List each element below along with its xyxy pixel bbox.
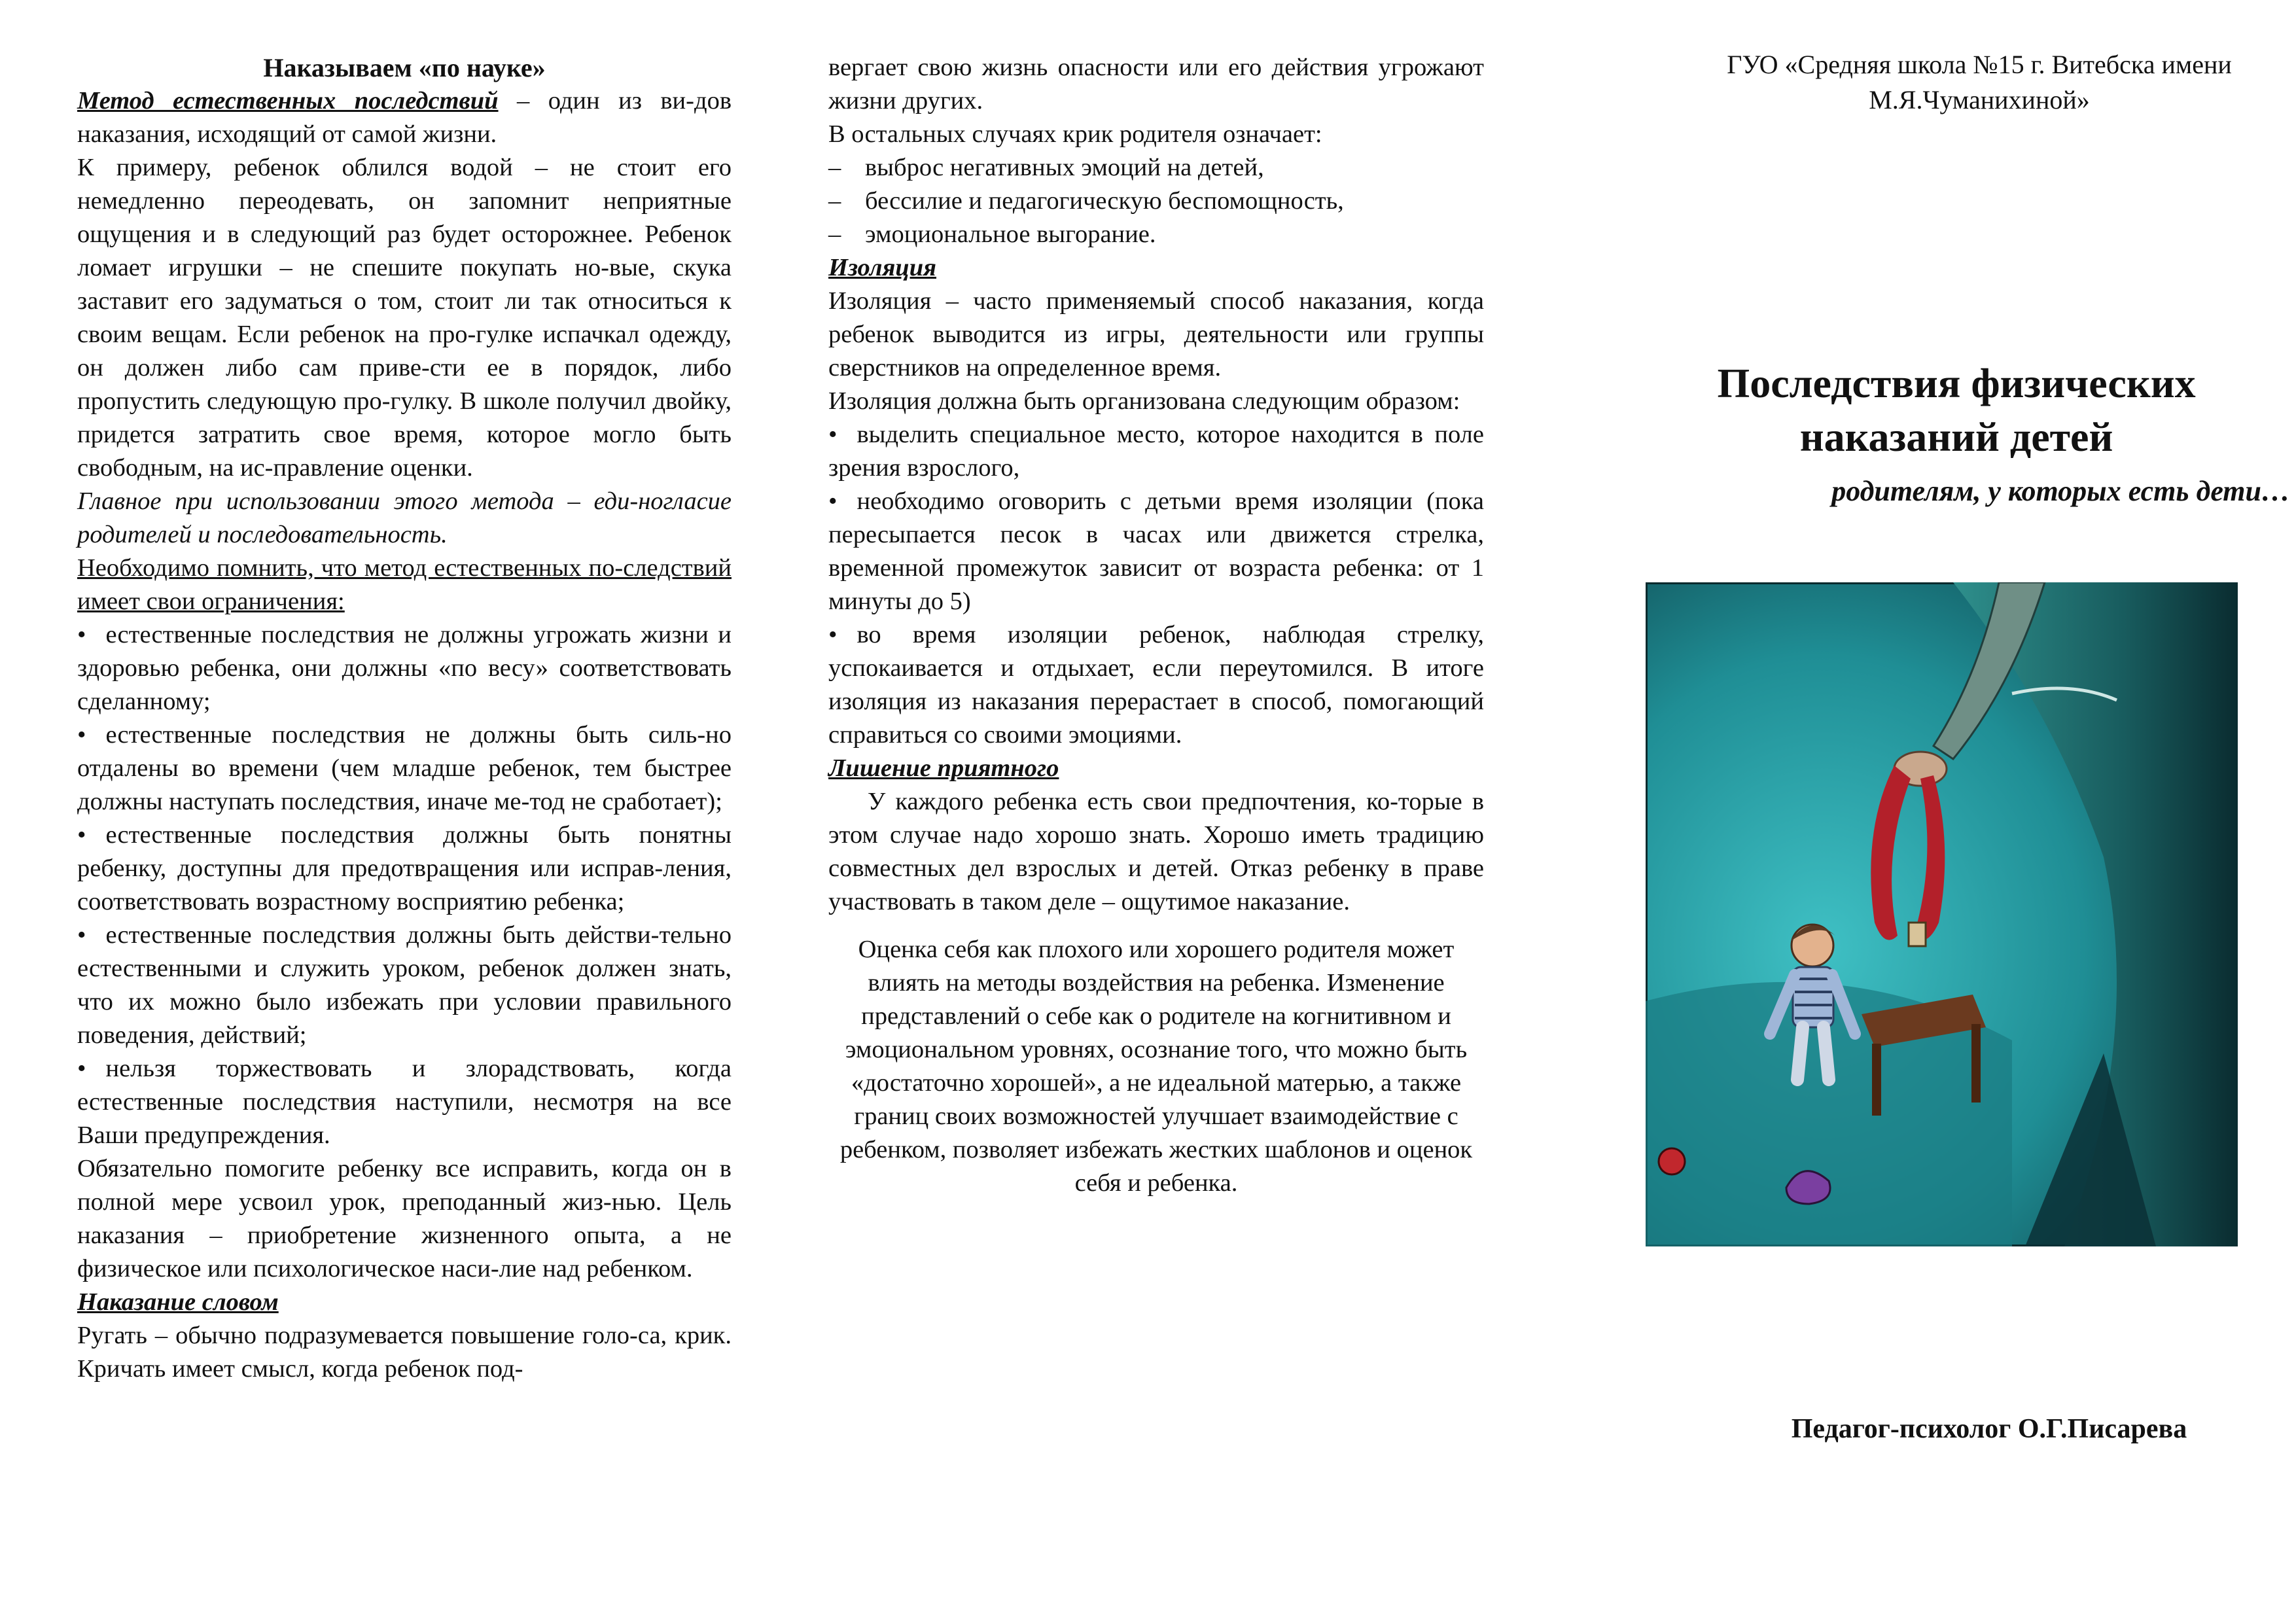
heading-deprivation: Лишение приятного [828, 754, 1059, 782]
shout-intro: В остальных случаях крик родителя означает: [828, 120, 1322, 148]
cover-illustration [1646, 582, 2238, 1246]
natural-intro-text: – один из ви-дов наказания, исходящий от самой жизни. [77, 87, 732, 148]
isolation-paragraph-1: Изоляция – часто применяемый способ наказания, когда ребенок выводится из игры, деятельности или группы сверстников на определенное время. [828, 287, 1484, 381]
natural-limits-list [77, 618, 732, 1152]
list-item: • естественные последствия должны быть понятны ребенку, доступны для предотвращения или исправ-ления, соответствовать возрастному восприятию ребенка; [77, 819, 732, 919]
title-line-2: наказаний детей [1799, 414, 2113, 460]
column-left [77, 51, 732, 1386]
organization-name: ГУО «Средняя школа №15 г. Витебска имени М.Я.Чуманихиной» [1727, 50, 2232, 115]
list-item: • естественные последствия должны быть действи-тельно естественными и служить уроком, ребенок должен знать, что их можно было избежать при условии правильного поведения, действий; [77, 919, 732, 1052]
heading-natural: Метод естественных последствий [77, 87, 499, 115]
heading-word-punishment: Наказание словом [77, 1288, 279, 1316]
natural-conclusion: Обязательно помогите ребенку все исправить, когда он в полной мере усвоил урок, преподанный жиз-нью. Цель наказания – приобретение жизненного опыта, а не физическое или психологическое наси-лие над ребенком. [77, 1155, 732, 1282]
brochure-title [1675, 357, 2238, 464]
closing-paragraph: Оценка себя как плохого или хорошего родителя может влиять на методы воздействия на ребенка. Изменение представлений о себе как о родителе на когнитивном и эмоциональном уровнях, осознание того, что можно быть «достаточно хорошей», а не идеальной матерью, а также границ своих возможностей улучшает взаимодействие с ребенком, позволяет избежать жестких шаблонов и оценок себя и ребенка. [839, 936, 1473, 1197]
title-line-1: Последствия физических [1717, 360, 2196, 406]
section-title: Наказываем «по науке» [263, 53, 546, 82]
isolation-list [828, 418, 1484, 752]
deprivation-paragraph: У каждого ребенка есть свои предпочтения, ко-торые в этом случае надо хорошо знать. Хорошо иметь традицию совместных дел взрослых и детей. Отказ ребенку в праве участвовать в таком деле – ощутимое наказание. [828, 788, 1484, 915]
natural-paragraph: К примеру, ребенок облился водой – не стоит его немедленно переодевать, он запомнит неприятные ощущения и в следующий раз будет осторожнее. Ребенок ломает игрушки – не спешите покупать но-вые, скука заставит его задуматься о том, стоит ли так относиться к своим вещам. Если ребенок на про-гулке испачкал одежду, он должен либо сам приве-сти ее в порядок, либо пропустить следующую про-гулку. В школе получил двойку, придется затратить свое время, которое могло быть свободным, на ис-правление оценки. [77, 154, 732, 482]
list-item: • во время изоляции ребенок, наблюдая стрелку, успокаивается и отдыхает, если переутомился. В итоге изоляция из наказания перерастает в способ, помогающий справиться со своими эмоциями. [828, 618, 1484, 752]
list-item: • естественные последствия не должны угрожать жизни и здоровью ребенка, они должны «по весу» соответствовать сделанному; [77, 618, 732, 718]
author-credit: Педагог-психолог О.Г.Писарева [1791, 1414, 2187, 1444]
list-item: – бессилие и педагогическую беспомощность, [828, 185, 1484, 218]
column-middle [828, 51, 1484, 1200]
natural-italic-note: Главное при использовании этого метода – еди-ногласие родителей и последовательность. [77, 487, 732, 548]
list-item: • выделить специальное место, которое находится в поле зрения взрослого, [828, 418, 1484, 485]
brochure-subtitle: родителям, у которых есть дети… [1831, 475, 2290, 507]
isolation-paragraph-2: Изоляция должна быть организована следующим образом: [828, 387, 1460, 415]
heading-isolation: Изоляция [828, 254, 936, 281]
list-item: – эмоциональное выгорание. [828, 218, 1484, 251]
natural-limits-intro: Необходимо помнить, что метод естественных по-следствий имеет свои ограничения: [77, 554, 732, 615]
continued-text: вергает свою жизнь опасности или его действия угрожают жизни других. [828, 54, 1484, 115]
shout-list [828, 151, 1484, 251]
list-item: • необходимо оговорить с детьми время изоляции (пока пересыпается песок в часах или движется стрелка, временной промежуток зависит от возраста ребенка: от 1 минуты до 5) [828, 485, 1484, 618]
list-item: – выброс негативных эмоций на детей, [828, 151, 1484, 185]
natural-intro [77, 84, 732, 151]
list-item: • нельзя торжествовать и злорадствовать, когда естественные последствия наступили, несмотря на все Ваши предупреждения. [77, 1052, 732, 1152]
word-paragraph: Ругать – обычно подразумевается повышение голо-са, крик. Кричать имеет смысл, когда ребенок под- [77, 1322, 732, 1383]
list-item: • естественные последствия не должны быть силь-но отдалены во времени (чем младше ребенок, тем быстрее должны наступать последствия, иначе ме-тод не сработает); [77, 718, 732, 819]
